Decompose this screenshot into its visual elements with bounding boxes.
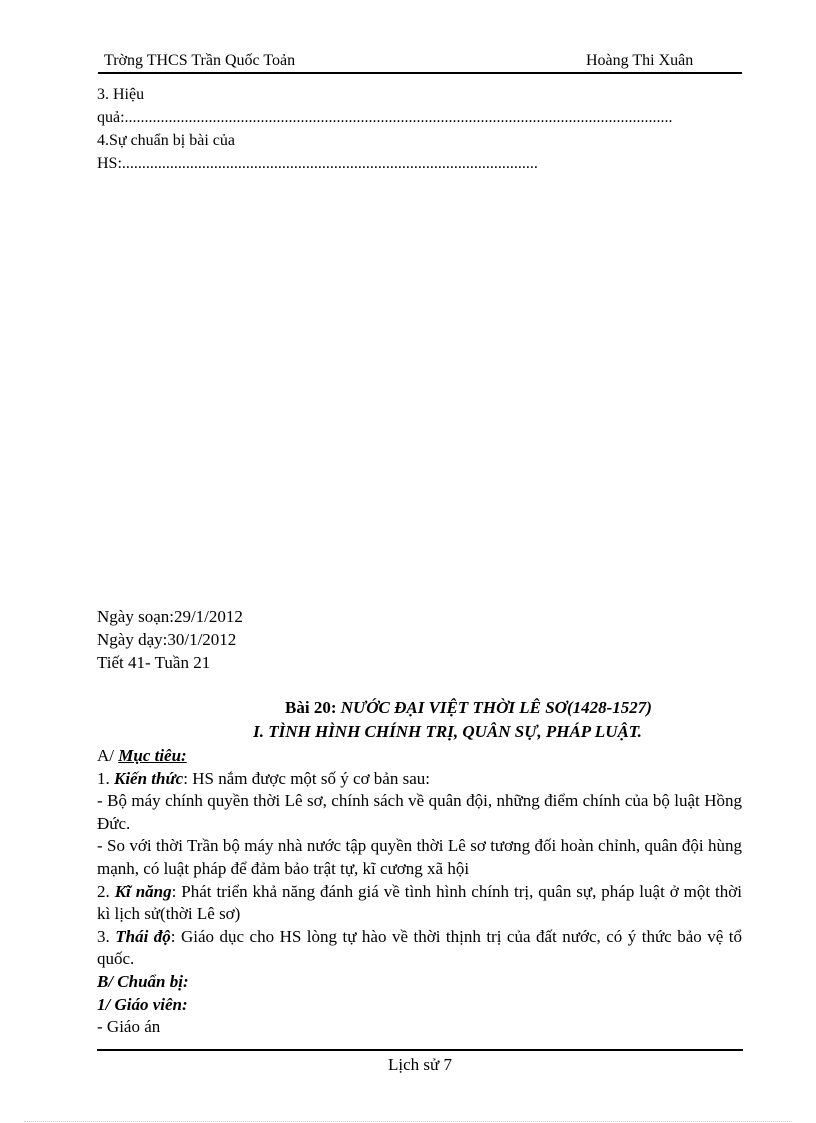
lesson-name: NƯỚC ĐẠI VIỆT THỜI LÊ SƠ(1428-1527) (340, 698, 652, 717)
page-footer: Lịch sử 7 (388, 1055, 452, 1074)
knowledge-label: Kiến thức (114, 768, 184, 788)
teacher-name: Hoàng Thi Xuân (586, 52, 694, 69)
attitude-text: : Giáo dục cho HS lòng tự hào về thời thịnh trị của đất nước, có ý thức bảo vệ tổ quốc. (97, 926, 742, 969)
attitude-label: Thái độ (115, 926, 171, 946)
lesson-dates (97, 605, 742, 674)
header-divider (98, 72, 742, 74)
knowledge-text: : HS nắm được một số ý cơ bản sau: (183, 768, 430, 788)
page-header (100, 52, 742, 72)
knowledge-line (97, 768, 742, 791)
teach-date: Ngày dạy:30/1/2012 (97, 630, 237, 649)
student-prep-label: 4.Sự chuẩn bị bài của (97, 132, 235, 149)
student-prep-dotted-line: HS:........................................................................................................ (97, 155, 538, 172)
page-edge (24, 1121, 792, 1122)
skills-text: : Phát triển khả năng đánh giá về tình hình chính trị, quân sự, pháp luật ở một thời kì lịch sử(thời Lê sơ) (97, 881, 742, 924)
period-week: Tiết 41- Tuần 21 (97, 653, 211, 672)
knowledge-point-1: - Bộ máy chính quyền thời Lê sơ, chính sách về quân đội, những điểm chính của bộ luật Hồng Đức. (97, 791, 742, 833)
section-title: I. TÌNH HÌNH CHÍNH TRỊ, QUÂN SỰ, PHÁP LUẬT. (253, 722, 642, 741)
objectives-prefix: A/ (97, 746, 119, 765)
lesson-title (97, 698, 742, 718)
teacher-heading: 1/ Giáo viên: (97, 994, 188, 1014)
effect-label: 3. Hiệu (97, 86, 145, 103)
effect-dotted-line: quả:......................................................................................................................................... (97, 109, 673, 126)
preparation-heading: B/ Chuẩn bị: (97, 971, 189, 991)
footer-divider (97, 1049, 743, 1051)
skills-line (97, 881, 742, 926)
prep-date: Ngày soạn:29/1/2012 (97, 607, 243, 626)
lesson-body (97, 745, 742, 1039)
objectives-heading (97, 745, 742, 768)
school-name: Trờng THCS Trần Quốc Toản (104, 52, 296, 69)
objectives-label: Mục tiêu: (118, 746, 187, 765)
skills-number: 2. (97, 881, 115, 901)
attitude-line (97, 926, 742, 971)
knowledge-number: 1. (97, 768, 114, 788)
skills-label: Kĩ năng (114, 881, 172, 901)
evaluation-section (97, 83, 742, 175)
knowledge-point-2: - So với thời Trần bộ máy nhà nước tập quyền thời Lê sơ tương đối hoàn chỉnh, quân đội hùng mạnh, có luật pháp để đảm bảo trật tự, kĩ cương xã hội (97, 836, 742, 878)
attitude-number: 3. (97, 926, 116, 946)
teacher-item: - Giáo án (97, 1017, 161, 1037)
lesson-number: Bài 20: (285, 698, 341, 717)
